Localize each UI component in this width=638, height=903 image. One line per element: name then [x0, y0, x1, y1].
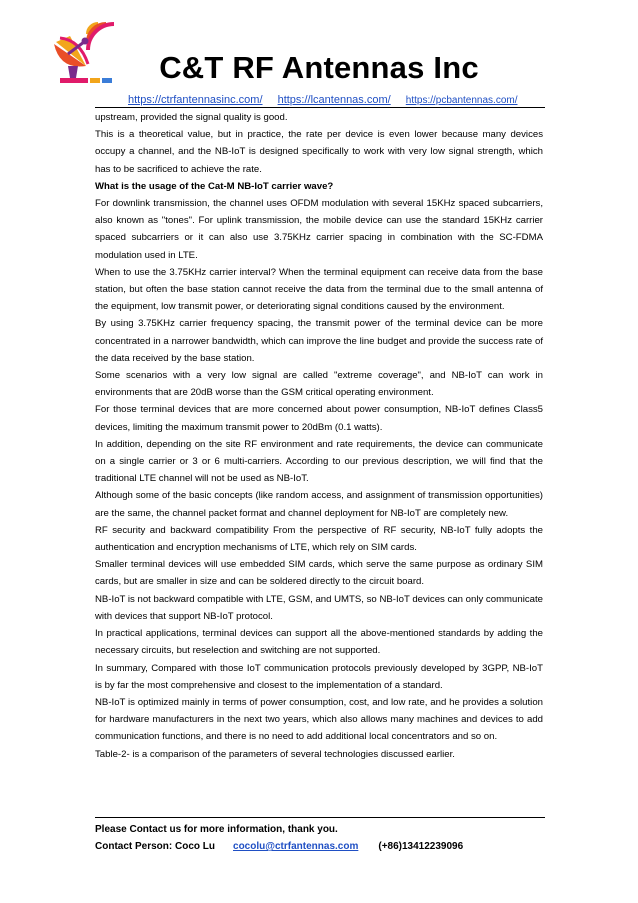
paragraph: Some scenarios with a very low signal are called "extreme coverage", and NB-IoT can work in environments that are 20dB worse than the GSM critical operating environment. — [95, 370, 543, 399]
paragraph: NB-IoT is not backward compatible with LTE, GSM, and UMTS, so NB-IoT devices can only communicate with devices that support NB-IoT protocol. — [95, 593, 543, 622]
company-title: C&T RF Antennas Inc — [159, 50, 479, 85]
paragraph: For those terminal devices that are more concerned about power consumption, NB-IoT defines Class5 devices, limiting the maximum transmit power to 20dBm (0.1 watts). — [95, 404, 543, 433]
website-links — [128, 93, 518, 108]
contact-email-link[interactable]: cocolu@ctrfantennas.com — [233, 841, 359, 852]
article-body — [95, 109, 543, 763]
section-heading: What is the usage of the Cat-M NB-IoT carrier wave? — [95, 180, 334, 192]
website-link-lcantennas[interactable]: https://lcantennas.com/ — [277, 94, 391, 106]
paragraph: This is a theoretical value, but in practice, the rate per device is even lower because many devices occupy a channel, and the NB-IoT is designed specifically to work with very low signal strength, which has to be sacrificed to achieve the rate. — [95, 129, 543, 175]
contact-footer — [95, 821, 545, 855]
contact-person: Contact Person: Coco Lu — [95, 841, 216, 852]
paragraph: NB-IoT is optimized mainly in terms of power consumption, cost, and low rate, and he provides a solution for hardware manufacturers in the next two years, which also allows many machines and devices to add communication functions, and there is no need to add additional local concentrators and so on. — [95, 696, 543, 743]
paragraph: When to use the 3.75KHz carrier interval? When the terminal equipment can receive data from the base station, but often the base station cannot receive the data from the terminal due to the small antenna of the equipment, low transmit power, or deteriorating signal conditions caused by the environment. — [95, 266, 543, 313]
paragraph: Table-2- is a comparison of the parameters of several technologies discussed earlier. — [95, 748, 455, 760]
paragraph: In summary, Compared with those IoT communication protocols previously developed by 3GPP, NB-IoT is by far the most comprehensive and closest to the implementation of a standard. — [95, 662, 543, 691]
website-link-ctrfantennasinc[interactable]: https://ctrfantennasinc.com/ — [128, 94, 263, 106]
header-divider — [95, 107, 545, 108]
contact-line — [95, 838, 545, 855]
paragraph: Although some of the basic concepts (like random access, and assignment of transmission opportunities) are the same, the channel packet format and channel deployment for NB-IoT are completely new. — [95, 490, 543, 519]
paragraph: By using 3.75KHz carrier frequency spacing, the transmit power of the terminal device can be more concentrated in a narrower bandwidth, which can improve the line budget and provide the success rate of the data received by the base station. — [95, 318, 543, 364]
paragraph: In addition, depending on the site RF environment and rate requirements, the device can communicate on a single carrier or 3 or 6 multi-carriers. According to our previous description, we will find that the traditional LTE channel will not be used as NB-IoT. — [95, 438, 543, 485]
paragraph: In practical applications, terminal devices can support all the above-mentioned standards by adding the necessary circuits, but reselection and switching are not supported. — [95, 628, 543, 657]
contact-phone: (+86)13412239096 — [378, 841, 464, 852]
website-link-pcbantennas[interactable]: https://pcbantennas.com/ — [405, 95, 518, 106]
paragraph: For downlink transmission, the channel uses OFDM modulation with several 15KHz spaced subcarriers, also known as "tones". For uplink transmission, the mobile device can use the standard 15KHz carrier spaced subcarriers or it can also use 3.75KHz carrier spacing in combination with the SC-FDMA modulation used in LTE. — [95, 198, 543, 261]
contact-invitation: Please Contact us for more information, thank you. — [95, 824, 338, 835]
paragraph: Smaller terminal devices will use embedded SIM cards, which serve the same purpose as ordinary SIM cards, but are smaller in size and can be soldered directly to the circuit board. — [95, 559, 543, 588]
paragraph: upstream, provided the signal quality is good. — [95, 112, 288, 123]
paragraph: RF security and backward compatibility From the perspective of RF security, NB-IoT fully adopts the authentication and encryption mechanisms of LTE, which rely on SIM cards. — [95, 524, 543, 554]
footer-divider — [95, 817, 545, 818]
